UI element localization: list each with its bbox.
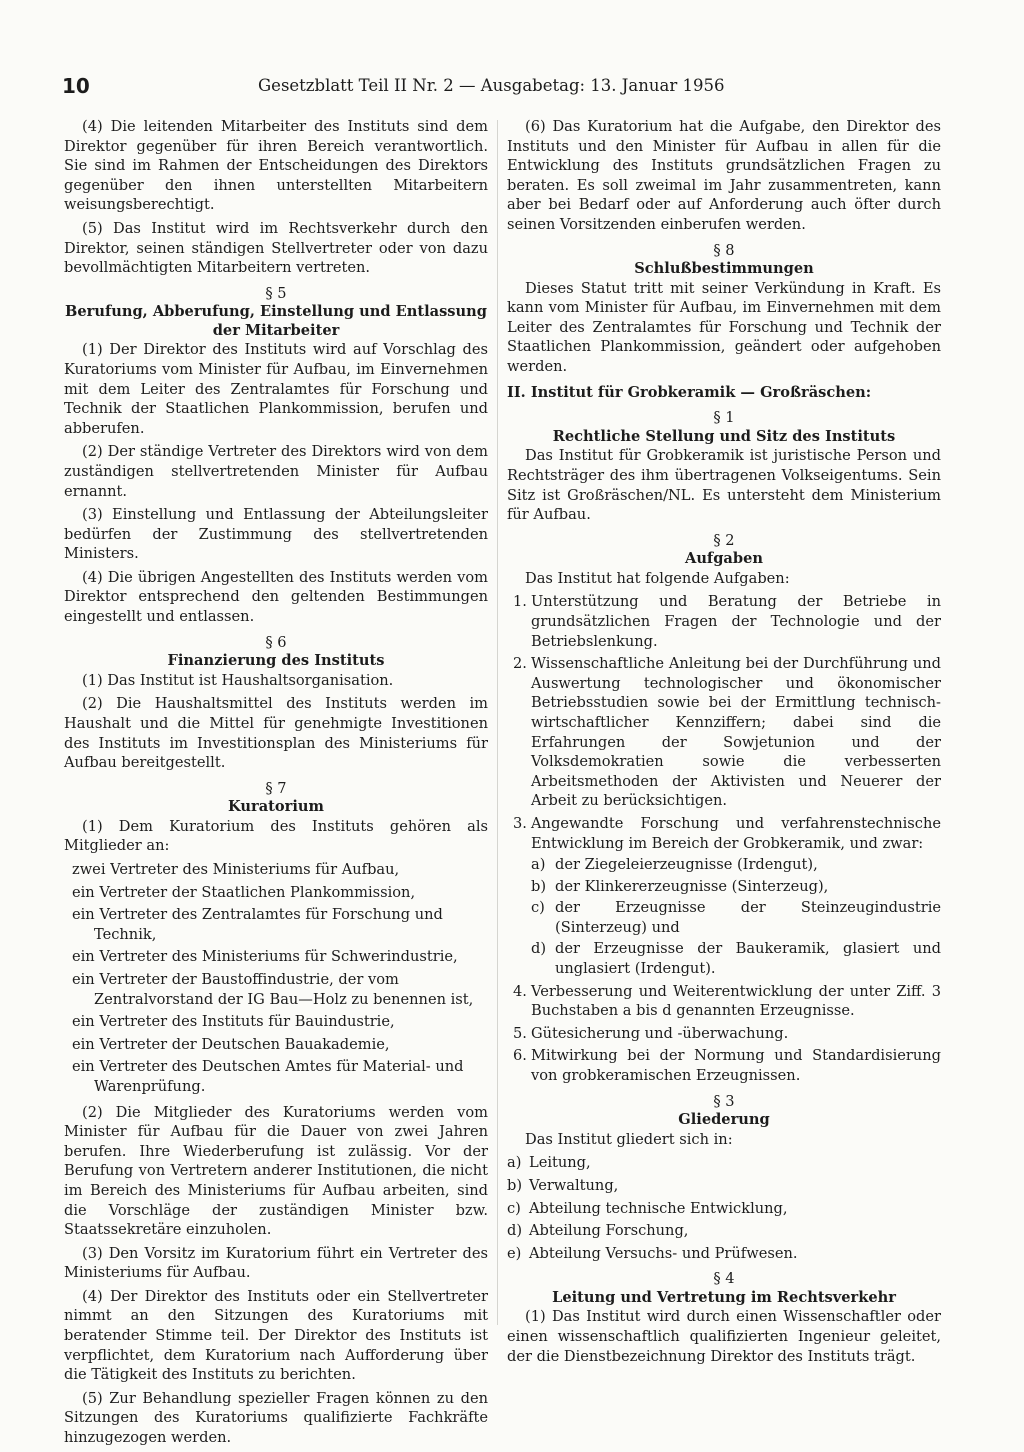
left-column <box>64 117 488 1452</box>
section-number: § 5 <box>265 284 287 302</box>
item-text: Verbesserung und Weiterentwicklung der unter Ziff. 3 Buchstaben a bis d genannten Erzeugnisse. <box>531 982 941 1020</box>
section-title: Gliederung <box>678 1111 770 1129</box>
paragraph: Dieses Statut tritt mit seiner Verkündung in Kraft. Es kann vom Minister für Aufbau, im Einvernehmen mit dem Leiter des Zentralamtes für Forschung und Technik der Staatlichen Plankommission, geändert oder aufgehoben werden. <box>507 279 941 376</box>
item-number: 5. <box>513 1024 527 1042</box>
paragraph: Das Institut gliedert sich in: <box>525 1130 733 1148</box>
structure-list <box>507 1153 941 1263</box>
item-number: 1. <box>513 593 527 611</box>
paragraph: (3) Einstellung und Entlassung der Abteilungsleiter bedürfen der Zustimmung des stellvertretenden Ministers. <box>64 506 488 563</box>
sub-list <box>531 855 941 979</box>
paragraph: (1) Der Direktor des Instituts wird auf Vorschlag des Kuratoriums vom Minister für Aufbau, im Einvernehmen mit dem Leiter des Zentralamtes für Forschung und Technik der Staatlichen Plankommission, berufen und abberufen. <box>64 341 488 437</box>
list-item: ein Vertreter der Deutschen Bauakademie, <box>72 1035 390 1053</box>
paragraph: Das Institut hat folgende Aufgaben: <box>525 569 790 587</box>
section-title: Schlußbestimmungen <box>634 260 814 278</box>
list-item <box>507 1176 941 1196</box>
item-text: der Ziegeleierzeugnisse (Irdengut), <box>555 856 818 874</box>
item-letter: b) <box>531 877 547 895</box>
list-item <box>507 1244 941 1264</box>
item-number: 3. <box>513 814 527 832</box>
list-item <box>507 1046 941 1085</box>
item-text: Mitwirkung bei der Normung und Standardisierung von grobkeramischen Erzeugnissen. <box>531 1047 941 1085</box>
item-text: Abteilung Forschung, <box>529 1222 689 1240</box>
section-number: § 6 <box>265 633 287 651</box>
paragraph: (4) Die leitenden Mitarbeiter des Instituts sind dem Direktor gegenüber für ihren Bereich verantwortlich. Sie sind im Rahmen der Entscheidungen des Direktors gegenüber den ihnen unterstellten Mitarbeitern weisungsberechtigt. <box>64 118 488 214</box>
item-text: der Klinkererzeugnisse (Sinterzeug), <box>555 877 829 895</box>
list-item <box>531 939 941 978</box>
item-letter: c) <box>531 899 545 917</box>
section-title: Rechtliche Stellung und Sitz des Instituts <box>552 427 896 445</box>
paragraph: (1) Das Institut ist Haushaltsorganisation. <box>82 671 394 689</box>
list-item: ein Vertreter des Deutschen Amtes für Material- und Warenprüfung. <box>72 1058 464 1095</box>
item-text: der Erzeugnisse der Steinzeugindustrie (Sinterzeug) und <box>555 899 941 936</box>
item-number: 4. <box>513 982 527 1000</box>
list-item: ein Vertreter des Zentralamtes für Forschung und Technik, <box>72 906 443 943</box>
paragraph: (1) Das Institut wird durch einen Wissenschaftler oder einen wissenschaftlich qualifizierten Ingenieur geleitet, der die Dienstbezeichnung Direktor des Instituts trägt. <box>507 1308 941 1365</box>
item-text: Unterstützung und Beratung der Betriebe in grundsätzlichen Fragen der Technologie und der Betriebslenkung. <box>531 593 941 650</box>
task-list <box>507 592 941 1085</box>
paragraph: (3) Den Vorsitz im Kuratorium führt ein Vertreter des Ministeriums für Aufbau. <box>64 1244 488 1282</box>
section-number: § 3 <box>713 1092 735 1110</box>
part-title: II. Institut für Grobkeramik — Großräschen: <box>507 383 872 401</box>
item-letter: a) <box>507 1154 522 1172</box>
list-item <box>507 654 941 811</box>
item-letter: c) <box>507 1199 521 1217</box>
item-letter: e) <box>507 1244 522 1262</box>
paragraph: (2) Die Haushaltsmittel des Instituts werden im Haushalt und die Mittel für genehmigte Investitionen des Instituts im Investitionsplan des Ministeriums für Aufbau bereitgestellt. <box>64 695 488 772</box>
section-title: Kuratorium <box>228 798 324 816</box>
item-number: 2. <box>513 655 527 673</box>
section-number: § 7 <box>265 779 287 797</box>
paragraph: (5) Das Institut wird im Rechtsverkehr durch den Direktor, seinen ständigen Stellvertreter oder von dazu bevollmächtigten Mitarbeitern vertreten. <box>64 219 488 277</box>
item-text: der Erzeugnisse der Baukeramik, glasiert und unglasiert (Irdengut). <box>555 940 941 978</box>
paragraph: (6) Das Kuratorium hat die Aufgabe, den Direktor des Instituts und den Minister für Aufbau in allen für die Entwicklung des Instituts grundsätzlichen Fragen zu beraten. Es soll zweimal im Jahr zusammentreten, kann aber bei Bedarf oder auf Anforderung auch öfter durch seinen Vorsitzenden einberufen werden. <box>507 118 941 233</box>
section-title: Leitung und Vertretung im Rechtsverkehr <box>552 1288 896 1306</box>
list-item <box>507 1199 941 1219</box>
item-number: 6. <box>513 1047 527 1065</box>
list-item: ein Vertreter des Ministeriums für Schwerindustrie, <box>72 948 458 966</box>
paragraph: (5) Zur Behandlung spezieller Fragen können zu den Sitzungen des Kuratoriums qualifizierte Fachkräfte hinzugezogen werden. <box>64 1389 488 1447</box>
paragraph: (2) Die Mitglieder des Kuratoriums werden vom Minister für Aufbau für die Dauer von zwei Jahren berufen. Ihre Wiederberufung ist zulässig. Vor der Berufung von Vertretern anderer Institutionen, die nicht im Bereich des Ministeriums für Aufbau arbeiten, sind die Vorschläge der zuständigen Minister bzw. Staatssekretäre einzuholen. <box>64 1103 488 1239</box>
item-text: Leitung, <box>529 1154 591 1172</box>
item-text: Wissenschaftliche Anleitung bei der Durchführung und Auswertung technologischer und ökonomischer Betriebsstudien sowie bei der Ermittlung technisch-wirtschaftlicher Kennziffern; dabei sind die Erfahrungen der Sowjetunion und der Volksdemokratien sowie die verbesserten Arbeitsmethoden der Aktivisten und Neuerer der Arbeit zu berücksichtigen. <box>531 655 941 810</box>
paragraph: (4) Der Direktor des Instituts oder ein Stellvertreter nimmt an den Sitzungen des Kuratoriums mit beratender Stimme teil. Der Direktor des Instituts ist verpflichtet, dem Kuratorium nach Aufforderung über die Tätigkeit des Instituts zu berichten. <box>64 1287 488 1384</box>
paragraph: Das Institut für Grobkeramik ist juristische Person und Rechtsträger des ihm übertragenen Volkseigentums. Sein Sitz ist Großräschen/NL. Es untersteht dem Ministerium für Aufbau. <box>507 447 941 524</box>
page-header <box>62 74 962 104</box>
item-letter: a) <box>531 856 546 874</box>
section-title: Berufung, Abberufung, Einstellung und Entlassung der Mitarbeiter <box>65 303 487 339</box>
item-text: Abteilung technische Entwicklung, <box>529 1199 788 1217</box>
paragraph: (4) Die übrigen Angestellten des Instituts werden vom Direktor entsprechend den geltenden Bestimmungen eingestellt und entlassen. <box>64 568 488 626</box>
list-item <box>531 855 941 875</box>
list-item <box>507 1221 941 1241</box>
paragraph: (1) Dem Kuratorium des Instituts gehören als Mitglieder an: <box>64 817 488 855</box>
list-item <box>507 982 941 1021</box>
section-number: § 2 <box>713 531 735 549</box>
section-title: Aufgaben <box>685 550 763 568</box>
list-item: ein Vertreter der Baustoffindustrie, der vom Zentralvorstand der IG Bau—Holz zu benennen ist, <box>72 970 474 1008</box>
list-item: zwei Vertreter des Ministeriums für Aufbau, <box>72 861 400 878</box>
list-item <box>507 814 941 979</box>
section-number: § 1 <box>713 409 735 427</box>
column-divider <box>497 120 498 1325</box>
running-head: Gesetzblatt Teil II Nr. 2 — Ausgabetag: 13. Januar 1956 <box>258 76 725 95</box>
right-column <box>507 117 941 1370</box>
list-item: ein Vertreter der Staatlichen Plankommission, <box>72 883 416 901</box>
list-item <box>531 877 941 897</box>
item-text: Gütesicherung und -überwachung. <box>531 1024 789 1042</box>
list-item <box>507 1024 941 1044</box>
item-text: Verwaltung, <box>529 1176 619 1194</box>
item-letter: b) <box>507 1176 523 1194</box>
list-item <box>531 898 941 937</box>
section-number: § 8 <box>713 241 735 259</box>
item-letter: d) <box>531 940 547 958</box>
paragraph: (2) Der ständige Vertreter des Direktors wird von dem zuständigen stellvertretenden Minister für Aufbau ernannt. <box>64 443 488 500</box>
section-title: Finanzierung des Instituts <box>167 652 385 670</box>
member-list <box>72 860 488 1097</box>
section-number: § 4 <box>713 1270 735 1288</box>
list-item <box>507 1153 941 1173</box>
list-item: ein Vertreter des Instituts für Bauindustrie, <box>72 1013 395 1031</box>
item-text: Abteilung Versuchs- und Prüfwesen. <box>529 1244 798 1262</box>
page-number: 10 <box>62 74 90 98</box>
item-text: Angewandte Forschung und verfahrenstechnische Entwicklung im Bereich der Grobkeramik, und zwar: <box>531 814 941 852</box>
list-item <box>507 592 941 651</box>
item-letter: d) <box>507 1222 523 1240</box>
